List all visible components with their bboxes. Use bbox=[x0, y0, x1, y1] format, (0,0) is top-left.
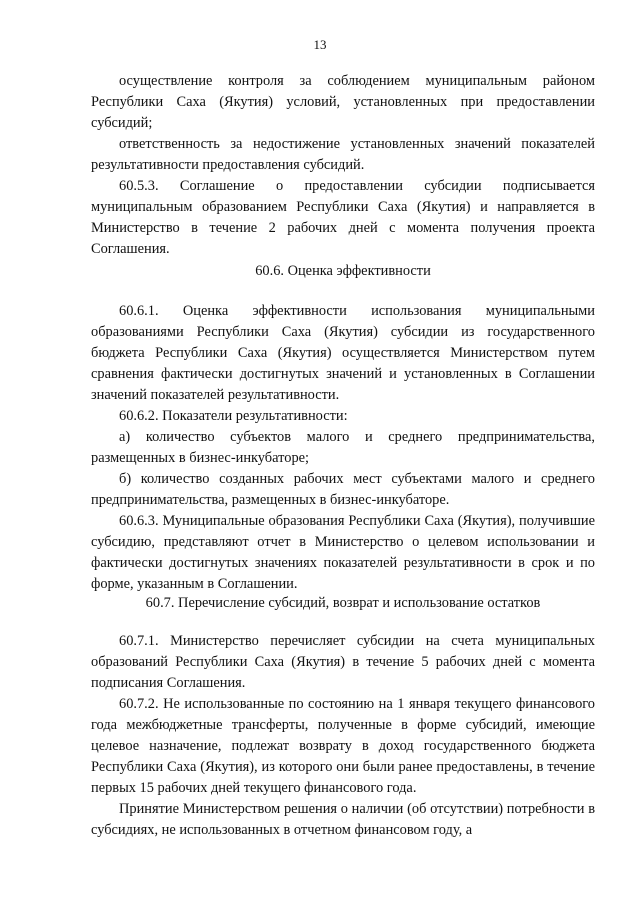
section-heading: 60.7. Перечисление субсидий, возврат и использование остатков bbox=[145, 595, 541, 611]
paragraph: 60.6.1. Оценка эффективности использования муниципальными образованиями Республики Саха (Якутия) субсидии из государственного бюджета Республики Саха (Якутия) осуществляется Министерством путем сравнения фактически достигнутых значений и установленных в Соглашении значений показателей результативности. bbox=[91, 303, 595, 403]
paragraph: Принятие Министерством решения о наличии (об отсутствии) потребности в субсидиях, не использованных в отчетном финансовом году, а bbox=[91, 801, 595, 838]
paragraph: 60.5.3. Соглашение о предоставлении субсидии подписывается муниципальным образованием Республики Саха (Якутия) и направляется в Министерство в течение 2 рабочих дней с момента получения проекта Соглашения. bbox=[91, 178, 595, 257]
paragraph: 60.6.3. Муниципальные образования Республики Саха (Якутия), получившие субсидию, представляют отчет в Министерство о целевом использовании и фактически достигнутых значениях показателей результативности в срок и по форме, указанным в Соглашении. bbox=[91, 513, 595, 592]
text-block-intro bbox=[91, 71, 595, 260]
section-heading: 60.6. Оценка эффективности bbox=[255, 263, 431, 279]
paragraph: 60.6.2. Показатели результативности: bbox=[119, 408, 348, 424]
text-block-transfers bbox=[91, 631, 595, 841]
paragraph: 60.7.1. Министерство перечисляет субсидии на счета муниципальных образований Республики Саха (Якутия) в течение 5 рабочих дней с момента подписания Соглашения. bbox=[91, 633, 595, 691]
paragraph: а) количество субъектов малого и среднего предпринимательства, размещенных в бизнес-инкубаторе; bbox=[91, 429, 595, 466]
paragraph: осуществление контроля за соблюдением муниципальным районом Республики Саха (Якутия) условий, установленных при предоставлении субсидий; bbox=[91, 73, 595, 131]
text-block-evaluation bbox=[91, 301, 595, 595]
paragraph: 60.7.2. Не использованные по состоянию на 1 января текущего финансового года межбюджетные трансферты, полученные в форме субсидий, имеющие целевое назначение, подлежат возврату в доход государственного бюджета Республики Саха (Якутия), из которого они были ранее предоставлены, в течение первых 15 рабочих дней текущего финансового года. bbox=[91, 696, 595, 796]
paragraph: б) количество созданных рабочих мест субъектами малого и среднего предпринимательства, размещенных в бизнес-инкубаторе. bbox=[91, 471, 595, 508]
page-number: 13 bbox=[313, 37, 327, 52]
paragraph: ответственность за недостижение установленных значений показателей результативности предоставления субсидий. bbox=[91, 136, 595, 173]
